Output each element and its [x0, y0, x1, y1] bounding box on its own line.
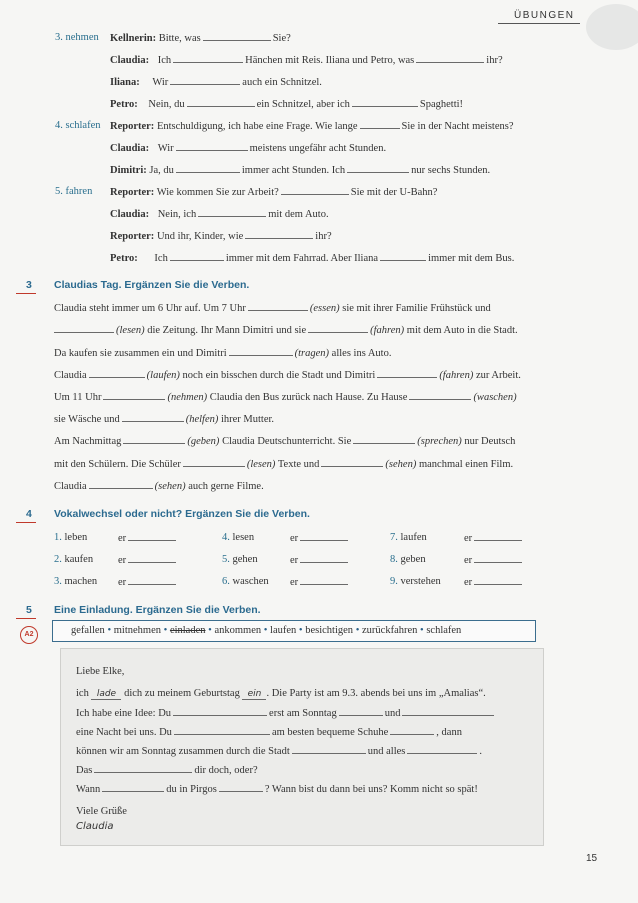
dialog-line: Claudia: Nein, ich mit dem Auto. [110, 209, 329, 220]
blank[interactable] [203, 32, 271, 41]
blank[interactable] [248, 302, 308, 311]
word-option: schlafen [426, 625, 462, 636]
text-line: Claudia steht immer um 6 Uhr auf. Um 7 Uhr (essen) sie mit ihrer Familie Frühstück und [54, 303, 491, 314]
text-line: Am Nachmittag (geben) Claudia Deutschunterricht. Sie (sprechen) nur Deutsch [54, 436, 516, 447]
blank[interactable] [402, 707, 494, 716]
blank[interactable] [377, 369, 437, 378]
verb-item: 6. waschen [222, 576, 269, 587]
verb-answer: er [118, 554, 178, 566]
dialog-line: Reporter: Entschuldigung, ich habe eine Frage. Wie lange Sie in der Nacht meistens? [110, 121, 514, 132]
verb-item: 2. kaufen [54, 554, 94, 565]
verb-item: 5. gehen [222, 554, 258, 565]
blank[interactable] [219, 783, 263, 792]
blank[interactable] [308, 324, 368, 333]
header-deco-circle [586, 4, 638, 50]
header-title: ÜBUNGEN [514, 10, 575, 21]
blank[interactable] [360, 120, 400, 129]
verb-item: 3. machen [54, 576, 98, 587]
blank[interactable] [300, 576, 348, 585]
blank[interactable] [94, 764, 192, 773]
verb-item: 1. leben [54, 532, 88, 543]
section-4-number: 4 [26, 508, 32, 520]
blank[interactable] [89, 369, 145, 378]
section-3-title: Claudias Tag. Ergänzen Sie die Verben. [54, 279, 250, 291]
word-box: gefallen • mitnehmen • einladen • ankommen • laufen • besichtigen • zurückfahren • schlafen [52, 620, 536, 642]
blank[interactable] [102, 783, 164, 792]
blank[interactable] [380, 252, 426, 261]
blank[interactable] [170, 252, 224, 261]
blank[interactable] [339, 707, 383, 716]
dialog-line: Iliana: Wir auch ein Schnitzel. [110, 77, 322, 88]
letter-signature: Claudia [76, 821, 114, 832]
dialog-line: Petro: Ich immer mit dem Fahrrad. Aber Iliana immer mit dem Bus. [110, 253, 515, 264]
blank[interactable] [321, 458, 383, 467]
dialog-line: Kellnerin: Bitte, was Sie? [110, 33, 291, 44]
dialog-line: Claudia: Ich Hänchen mit Reis. Iliana und Petro, was ihr? [110, 55, 503, 66]
section-4-title: Vokalwechsel oder nicht? Ergänzen Sie die Verben. [54, 508, 310, 520]
section-3-number: 3 [26, 279, 32, 291]
blank[interactable] [390, 726, 434, 735]
blank[interactable] [407, 745, 477, 754]
word-option: laufen [270, 625, 297, 636]
blank[interactable] [347, 164, 409, 173]
text-line: (lesen) die Zeitung. Ihr Mann Dimitri und sie (fahren) mit dem Auto in die Stadt. [54, 324, 518, 336]
blank[interactable] [123, 435, 185, 444]
blank[interactable] [300, 554, 348, 563]
blank[interactable] [122, 413, 184, 422]
blank[interactable] [128, 532, 176, 541]
verb-answer: er [290, 532, 350, 544]
text-line: sie Wäsche und (helfen) ihrer Mutter. [54, 414, 275, 425]
item-5-label: 5. fahren [55, 186, 93, 197]
word-option: mitnehmen [113, 625, 161, 636]
dialog-line: Claudia: Wir meistens ungefähr acht Stunden. [110, 143, 387, 154]
letter-line: ich lade dich zu meinem Geburtstag ein . Die Party ist am 9.3. abends bei uns im „Amalias“. [76, 688, 486, 699]
blank[interactable] [409, 391, 471, 400]
word-option: zurückfahren [362, 625, 418, 636]
verb-answer: er [464, 554, 524, 566]
blank[interactable] [245, 230, 313, 239]
filled-answer: ein [242, 689, 266, 700]
dialog-line: Petro: Nein, du ein Schnitzel, aber ich Spaghetti! [110, 99, 464, 110]
section-5-number: 5 [26, 604, 32, 616]
blank[interactable] [187, 98, 255, 107]
blank[interactable] [183, 458, 245, 467]
text-line: mit den Schülern. Die Schüler (lesen) Texte und (sehen) manchmal einen Film. [54, 459, 514, 470]
blank[interactable] [292, 745, 366, 754]
section-5-marker [16, 618, 36, 619]
verb-item: 8. geben [390, 554, 426, 565]
blank[interactable] [128, 554, 176, 563]
blank[interactable] [474, 532, 522, 541]
verb-answer: er [464, 532, 524, 544]
blank[interactable] [416, 54, 484, 63]
page-number: 15 [586, 853, 598, 864]
blank[interactable] [281, 186, 349, 195]
verb-answer: er [290, 554, 350, 566]
dialog-line: Reporter: Wie kommen Sie zur Arbeit? Sie mit der U-Bahn? [110, 187, 438, 198]
verb-item: 9. verstehen [390, 576, 441, 587]
blank[interactable] [89, 480, 153, 489]
verb-item: 4. lesen [222, 532, 255, 543]
text-line: Da kaufen sie zusammen ein und Dimitri (tragen) alles ins Auto. [54, 348, 392, 359]
blank[interactable] [352, 98, 418, 107]
blank[interactable] [103, 391, 165, 400]
verb-item: 7. laufen [390, 532, 427, 543]
blank[interactable] [176, 142, 248, 151]
blank[interactable] [229, 347, 293, 356]
letter-line: Das dir doch, oder? [76, 765, 258, 776]
letter-line: können wir am Sonntag zusammen durch die Stadt und alles . [76, 746, 482, 757]
text-line: Claudia (laufen) noch ein bisschen durch die Stadt und Dimitri (fahren) zur Arbeit. [54, 370, 521, 381]
header-rule [498, 23, 580, 24]
letter-line: eine Nacht bei uns. Du am besten bequeme Schuhe , dann [76, 727, 462, 738]
word-option: gefallen [71, 625, 105, 636]
letter-closing: Viele Grüße [76, 806, 127, 817]
word-option-used: einladen [169, 625, 206, 636]
section-4-marker [16, 522, 36, 523]
letter-greeting: Liebe Elke, [76, 666, 125, 677]
text-line: Um 11 Uhr (nehmen) Claudia den Bus zurück nach Hause. Zu Hause (waschen) [54, 392, 517, 403]
item-4-label: 4. schlafen [55, 120, 101, 131]
blank[interactable] [300, 532, 348, 541]
blank[interactable] [198, 208, 266, 217]
level-badge: A2 [20, 626, 38, 644]
section-3-marker [16, 293, 36, 294]
text-line: Claudia (sehen) auch gerne Filme. [54, 481, 264, 492]
blank[interactable] [54, 324, 114, 333]
blank[interactable] [173, 54, 243, 63]
blank[interactable] [173, 707, 267, 716]
blank[interactable] [353, 435, 415, 444]
blank[interactable] [474, 554, 522, 563]
item-3-label: 3. nehmen [55, 32, 99, 43]
blank[interactable] [176, 164, 240, 173]
verb-answer: er [118, 576, 178, 588]
blank[interactable] [174, 726, 270, 735]
word-option: besichtigen [305, 625, 354, 636]
section-5-title: Eine Einladung. Ergänzen Sie die Verben. [54, 604, 261, 616]
verb-answer: er [118, 532, 178, 544]
blank[interactable] [128, 576, 176, 585]
letter-line: Ich habe eine Idee: Du erst am Sonntag und [76, 707, 496, 719]
word-option: ankommen [214, 625, 262, 636]
verb-answer: er [290, 576, 350, 588]
dialog-line: Dimitri: Ja, du immer acht Stunden. Ich nur sechs Stunden. [110, 165, 491, 176]
blank[interactable] [170, 76, 240, 85]
verb-answer: er [464, 576, 524, 588]
letter-line: Wann du in Pirgos ? Wann bist du dann bei uns? Komm nicht so spät! [76, 784, 478, 795]
dialog-line: Reporter: Und ihr, Kinder, wie ihr? [110, 231, 332, 242]
filled-answer: lade [91, 689, 121, 700]
blank[interactable] [474, 576, 522, 585]
